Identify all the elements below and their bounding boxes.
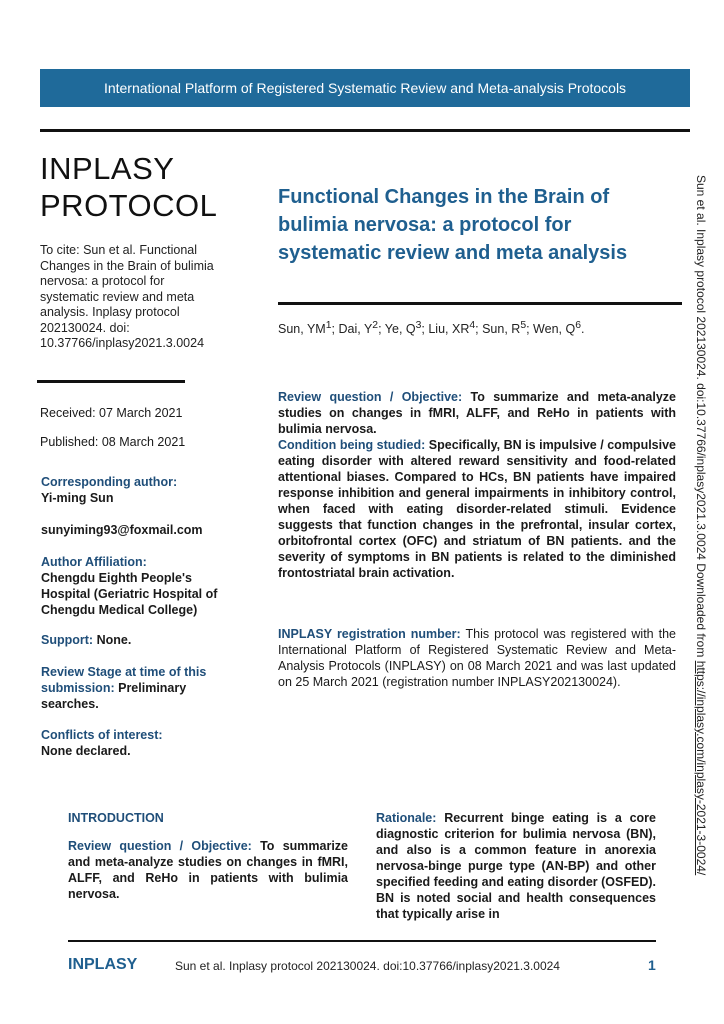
registration-block — [278, 626, 676, 690]
rationale-text: Recurrent binge eating is a core diagnostic criterion for bulimia nervosa (BN), and also is a common feature in anorexia nervosa-binge purge type (AN-BP) and other specified feeding and eating disorder (OSFED). BN is noted social and health consequences that typically arise in — [376, 811, 656, 921]
intro-rq-label: Review question / Objective: — [68, 839, 252, 853]
author-2: ; Dai, Y — [331, 322, 373, 337]
introduction-heading: INTRODUCTION — [68, 811, 164, 825]
author-list — [278, 320, 584, 336]
vertical-download-note — [694, 175, 708, 875]
author-5: ; Sun, R — [475, 322, 521, 337]
introduction-column — [68, 810, 348, 902]
protocol-heading-line2: PROTOCOL — [40, 188, 218, 223]
cite-text: To cite: Sun et al. Functional Changes in the Brain of bulimia nervosa: a protocol for systematic review and meta analysis. Inplasy protocol 202130024. doi: 10.37766/inplasy2021.3.0024 — [40, 243, 214, 350]
author-3: ; Ye, Q — [378, 322, 416, 337]
condition-label: Condition being studied: — [278, 438, 426, 452]
protocol-heading-line1: INPLASY — [40, 151, 175, 186]
support-text: None. — [96, 633, 132, 647]
stage-label: Review Stage at time of this submission: — [41, 665, 207, 695]
vertical-text: Sun et al. Inplasy protocol 202130024. doi:10.37766/inplasy2021.3.0024 Downloaded from — [694, 175, 708, 661]
author-list-end: . — [581, 322, 585, 337]
footer-citation: Sun et al. Inplasy protocol 202130024. doi:10.37766/inplasy2021.3.0024 — [175, 959, 560, 973]
author-5-sup: 5 — [520, 320, 527, 331]
rationale-column — [376, 810, 656, 922]
registration-label: INPLASY registration number: — [278, 627, 461, 641]
abstract-block — [278, 389, 676, 581]
intro-rq-text: To summarize and meta-analyze studies on changes in fMRI, ALFF, and ReHo in patients with bulimia nervosa. — [68, 839, 348, 901]
published-date: Published: 08 March 2021 — [40, 435, 186, 449]
intro-review-question — [68, 838, 348, 902]
corresponding-label: Corresponding author: — [41, 475, 178, 489]
page-number: 1 — [648, 957, 656, 973]
condition-studied — [278, 437, 676, 581]
author-6: ; Wen, Q — [526, 322, 576, 337]
support-label: Support: — [41, 633, 94, 647]
rationale-label: Rationale: — [376, 811, 437, 825]
affiliation-text: Chengdu Eighth People's Hospital (Geriatric Hospital of Chengdu Medical College) — [41, 571, 218, 617]
conflicts — [41, 727, 241, 759]
support — [41, 632, 241, 648]
review-stage — [41, 664, 241, 712]
affiliation-label: Author Affiliation: — [41, 555, 147, 569]
footer-rule — [68, 940, 656, 942]
footer-logo: INPLASY — [68, 956, 138, 973]
protocol-heading — [40, 150, 217, 224]
author-6-sup: 6 — [575, 320, 581, 331]
banner-text: International Platform of Registered Systematic Review and Meta-analysis Protocols — [103, 80, 627, 96]
review-question-text: To summarize and meta-analyze studies on changes in fMRI, ALFF, and ReHo in patients with bulimia nervosa. — [278, 390, 676, 436]
author-4: ; Liu, XR — [421, 322, 470, 337]
author-1-sup: 1 — [325, 320, 332, 331]
corresponding-name: Yi-ming Sun — [41, 491, 114, 505]
article-title: Functional Changes in the Brain of bulimia nervosa: a protocol for systematic review and meta analysis — [278, 186, 628, 264]
stage-text: Preliminary searches. — [41, 681, 187, 711]
header-banner — [40, 69, 690, 107]
review-question — [278, 389, 676, 437]
registration-text: This protocol was registered with the International Platform of Registered Systematic Review and Meta-Analysis Protocols (INPLASY) on 08 March 2021 and was last updated on 25 March 2021 (registration number INPLASY202130024). — [278, 627, 676, 689]
condition-text: Specifically, BN is impulsive / compulsive eating disorder with altered reward sensitivity and food-related attentional biases. Compared to HCs, BN patients have impaired response inhibition and general impairments in inhibitory control, when faced with eating disorder-related stimuli. Evidence suggests that function changes in the prefrontal, insular cortex, orbitofrontal cortex (OFC) and striatum of BN patients. and the severity of symptoms in BN patients is related to the diminished frontostriatal brain activation. — [278, 438, 677, 580]
author-3-sup: 3 — [415, 320, 422, 331]
review-question-label: Review question / Objective: — [278, 390, 463, 404]
download-link[interactable]: https://inplasy.com/inplasy-2021-3-0024/ — [694, 660, 708, 876]
corresponding-author — [41, 474, 241, 506]
author-affiliation — [41, 554, 241, 618]
title-rule — [278, 302, 682, 305]
author-email[interactable]: sunyiming93@foxmail.com — [41, 523, 203, 537]
received-date: Received: 07 March 2021 — [40, 406, 183, 420]
conflicts-label: Conflicts of interest: — [41, 728, 163, 742]
author-4-sup: 4 — [469, 320, 476, 331]
author-1: Sun, YM — [278, 322, 326, 337]
left-rule — [37, 380, 185, 383]
top-rule — [40, 129, 690, 132]
conflicts-text: None declared. — [41, 744, 131, 758]
author-2-sup: 2 — [372, 320, 379, 331]
